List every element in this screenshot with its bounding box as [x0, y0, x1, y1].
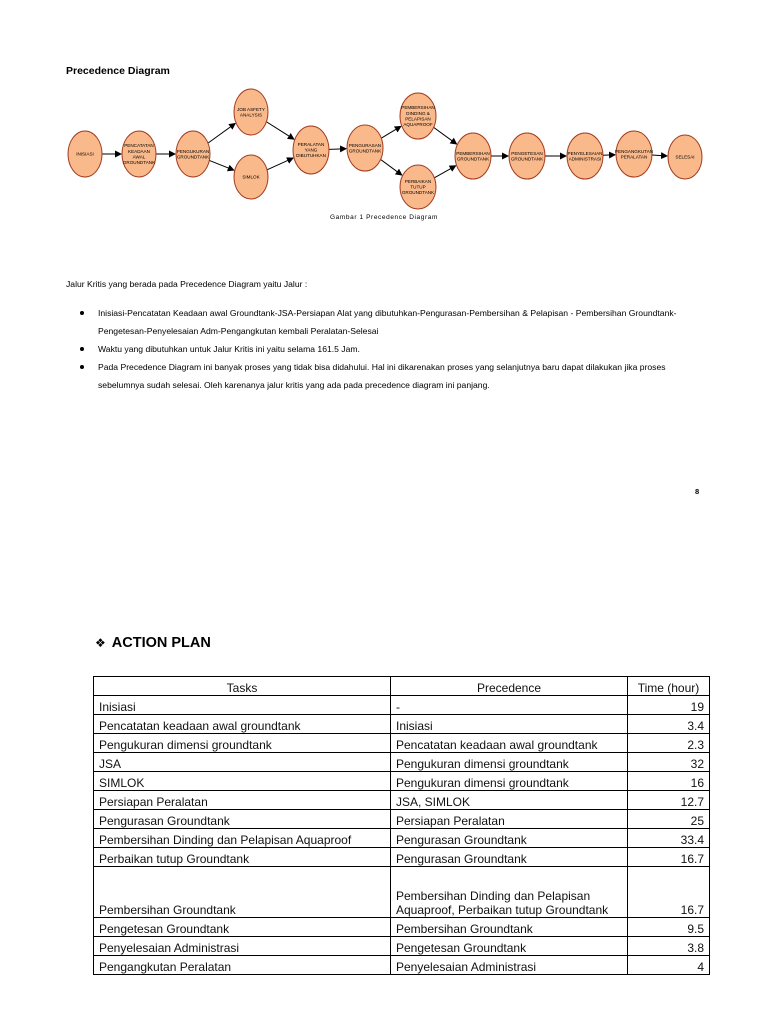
node-label: PERBAIKAN — [404, 179, 432, 184]
diagram-node-jsa — [234, 89, 268, 135]
diagram-arrow — [329, 149, 346, 150]
node-label: KEADAAN — [128, 148, 150, 154]
diagram-title: Precedence Diagram — [66, 65, 170, 77]
table-row — [94, 937, 710, 956]
diagram-node-inisiasi — [68, 131, 102, 177]
diagram-node-peralatan — [293, 126, 329, 174]
node-label: PENGUKURAN — [176, 148, 210, 154]
node-label: TUTUP — [410, 184, 426, 190]
node-label: SIMLOK — [242, 174, 260, 180]
task-cell: Pengangkutan Peralatan — [94, 956, 391, 975]
node-label: PELAPISAN — [405, 116, 431, 122]
diagram-node-perbaikan — [400, 165, 436, 209]
precedence-diagram — [0, 0, 768, 240]
task-cell: Pengetesan Groundtank — [94, 918, 391, 937]
node-label: AWAL — [132, 154, 146, 160]
node-label: GROUNDTANK — [456, 156, 490, 162]
time-cell: 4 — [628, 956, 710, 975]
diagram-node-simlok — [234, 155, 268, 199]
critical-path-intro: Jalur Kritis yang berada pada Precedence Diagram yaitu Jalur : — [66, 279, 308, 289]
bullet-icon — [80, 347, 84, 351]
time-cell: 3.8 — [628, 937, 710, 956]
bullet-icon — [80, 365, 84, 369]
diagram-node-pembersihan-dinding — [400, 93, 436, 139]
task-cell: JSA — [94, 753, 391, 772]
node-label: PEMBERSIHAN — [456, 150, 490, 156]
table-row — [94, 715, 710, 734]
node-label: PENYELESAIAN — [567, 150, 603, 156]
task-cell: Perbaikan tutup Groundtank — [94, 848, 391, 867]
diagram-node-pengurasan — [347, 125, 383, 171]
node-label: AQUAPROOF — [403, 122, 433, 127]
diagram-arrow — [652, 155, 667, 156]
diagram-arrow — [209, 160, 234, 170]
table-row — [94, 810, 710, 829]
node-label: ADMINISTRASI — [568, 156, 602, 162]
precedence-cell: Pembersihan Groundtank — [391, 918, 628, 937]
table-row — [94, 791, 710, 810]
diagram-node-pengangkutan — [615, 131, 653, 177]
task-cell: Inisiasi — [94, 696, 391, 715]
node-label: PENGANGKUTAN — [614, 148, 654, 154]
time-cell: 16.7 — [628, 848, 710, 867]
precedence-cell: Penyelesaian Administrasi — [391, 956, 628, 975]
time-cell: 25 — [628, 810, 710, 829]
diagram-node-pengukuran — [176, 131, 210, 177]
node-label: GROUNDTANK — [348, 148, 382, 154]
time-cell: 3.4 — [628, 715, 710, 734]
time-cell: 32 — [628, 753, 710, 772]
table-row — [94, 696, 710, 715]
precedence-cell: Pengukuran dimensi groundtank — [391, 753, 628, 772]
node-label: GROUNDTANK — [176, 154, 210, 160]
precedence-cell: Pengetesan Groundtank — [391, 937, 628, 956]
list-item: Inisiasi-Pencatatan Keadaan awal Groundtank-JSA-Persiapan Alat yang dibutuhkan-Pengurasan-Pembersihan & Pelapisan - Pembersihan Groundtank-Pengetesan-Penyelesaian Adm-Pengangkutan kembali Peralatan-Selesai — [80, 304, 685, 340]
diagram-arrow — [381, 159, 402, 175]
table-row — [94, 918, 710, 937]
diagram-node-selesai — [668, 135, 702, 179]
node-label: PERALATAN — [297, 142, 325, 147]
diagram-arrow — [208, 123, 235, 143]
table-row — [94, 848, 710, 867]
precedence-cell: JSA, SIMLOK — [391, 791, 628, 810]
node-label: PEMBERSIHAN — [401, 105, 435, 111]
task-cell: Pengukuran dimensi groundtank — [94, 734, 391, 753]
precedence-cell: - — [391, 696, 628, 715]
diagram-node-pengetesan — [509, 133, 545, 179]
action-plan-heading — [95, 635, 211, 651]
list-item: Waktu yang dibutuhkan untuk Jalur Kritis ini yaitu selama 161.5 Jam. — [80, 340, 685, 358]
column-header: Time (hour) — [628, 677, 710, 696]
table-row — [94, 956, 710, 975]
table-row — [94, 772, 710, 791]
bullet-icon — [80, 311, 84, 315]
task-cell: Penyelesaian Administrasi — [94, 937, 391, 956]
table-row — [94, 753, 710, 772]
precedence-cell: Pengurasan Groundtank — [391, 829, 628, 848]
column-header: Precedence — [391, 677, 628, 696]
time-cell: 33.4 — [628, 829, 710, 848]
action-plan-title: ACTION PLAN — [111, 635, 211, 651]
diagram-arrow — [434, 127, 457, 144]
node-label: GROUNDTANK — [510, 156, 544, 162]
node-label: PERALATAN — [620, 154, 648, 160]
time-cell: 16.7 — [628, 867, 710, 918]
precedence-cell: Persiapan Peralatan — [391, 810, 628, 829]
diagram-arrow — [381, 126, 401, 138]
time-cell: 9.5 — [628, 918, 710, 937]
node-label: PENGURASAN — [348, 142, 382, 148]
node-label: SELESAI — [675, 154, 695, 160]
node-label: GROUNDTANK — [401, 190, 435, 196]
node-label: ANALYSIS — [239, 112, 263, 118]
time-cell: 16 — [628, 772, 710, 791]
diagram-arrow — [434, 166, 455, 178]
diagram-node-penyelesaian — [567, 133, 603, 179]
precedence-cell: Pengukuran dimensi groundtank — [391, 772, 628, 791]
node-label: DINDING & — [406, 110, 430, 116]
node-label: GROUNDTANK — [122, 160, 156, 165]
diagram-caption: Gambar 1 Precedence Diagram — [330, 214, 438, 221]
diagram-arrow — [267, 158, 293, 170]
time-cell: 2.3 — [628, 734, 710, 753]
table-row — [94, 867, 710, 918]
precedence-cell: Inisiasi — [391, 715, 628, 734]
node-label: DIBUTUHKAN — [296, 153, 326, 159]
task-cell: Pembersihan Groundtank — [94, 867, 391, 918]
task-cell: Pembersihan Dinding dan Pelapisan Aquaproof — [94, 829, 391, 848]
page-number: 8 — [695, 487, 700, 496]
node-label: PENCATATAN — [124, 143, 154, 149]
task-cell: Pencatatan keadaan awal groundtank — [94, 715, 391, 734]
task-cell: Pengurasan Groundtank — [94, 810, 391, 829]
precedence-cell: Pembersihan Dinding dan Pelapisan Aquaproof, Perbaikan tutup Groundtank — [391, 867, 628, 918]
precedence-cell: Pencatatan keadaan awal groundtank — [391, 734, 628, 753]
diagram-arrow — [266, 122, 293, 139]
table-row — [94, 829, 710, 848]
node-label: PENGETESAN — [511, 150, 543, 156]
node-label: JOB ASFETY — [237, 106, 265, 112]
task-cell: Persiapan Peralatan — [94, 791, 391, 810]
diagram-node-pembersihan-gt — [455, 133, 491, 179]
table-header-row — [94, 677, 710, 696]
critical-path-bullets — [80, 304, 685, 394]
task-cell: SIMLOK — [94, 772, 391, 791]
precedence-cell: Pengurasan Groundtank — [391, 848, 628, 867]
column-header: Tasks — [94, 677, 391, 696]
diagram-node-pencatatan — [122, 131, 156, 177]
action-plan-table — [93, 676, 710, 975]
time-cell: 12.7 — [628, 791, 710, 810]
table-row — [94, 734, 710, 753]
time-cell: 19 — [628, 696, 710, 715]
diamond-bullet-icon: ❖ — [95, 636, 106, 650]
node-label: INISIASI — [76, 151, 94, 157]
list-item: Pada Precedence Diagram ini banyak proses yang tidak bisa didahului. Hal ini dikarenakan proses yang selanjutnya baru dapat dilakukan jika proses sebelumnya sudah selesai. Oleh karenanya jalur kritis yang ada pada precedence diagram ini panjang. — [80, 358, 685, 394]
node-label: YANG — [304, 147, 318, 153]
